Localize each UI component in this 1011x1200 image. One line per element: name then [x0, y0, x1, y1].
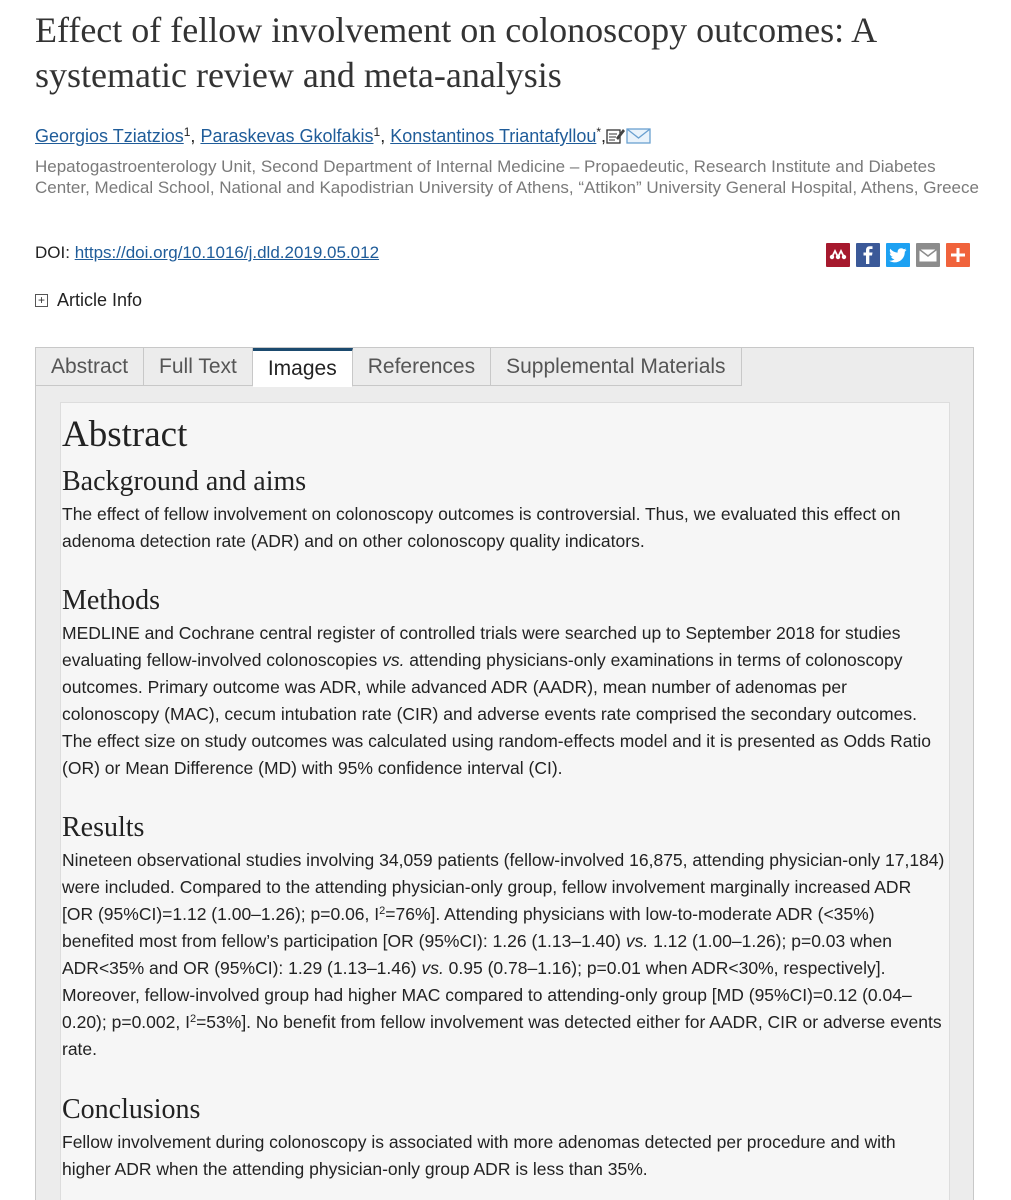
author-affiliation: Hepatogastroenterology Unit, Second Department of Internal Medicine – Propaedeutic, Research Institute and Diabetes Center, Medical School, National and Kapodistrian University of Athens, “Attikon” University General Hospital, Athens, Greece: [35, 157, 979, 197]
tab-images[interactable]: Images: [253, 348, 353, 387]
email-author-icon[interactable]: [626, 127, 652, 151]
author-affiliation-mark: 1: [183, 125, 191, 139]
twitter-icon[interactable]: [886, 243, 910, 267]
section-heading: Methods: [62, 585, 160, 616]
tab-supplemental-materials[interactable]: Supplemental Materials: [491, 348, 741, 386]
plus-icon[interactable]: [946, 243, 970, 267]
author-link-gkolfakis[interactable]: Paraskevas Gkolfakis: [200, 126, 374, 146]
author-link-triantafyllou[interactable]: Konstantinos Triantafyllou: [390, 126, 597, 146]
mendeley-icon[interactable]: [826, 243, 850, 267]
abstract-content: [60, 402, 950, 1200]
author-link-tziatzios[interactable]: Georgios Tziatzios: [35, 126, 184, 146]
facebook-icon[interactable]: [856, 243, 880, 267]
author-affiliation-mark: 1: [373, 125, 381, 139]
author-list: Georgios Tziatzios$^1$, Paraskevas Gkolfakis$^1$, Konstantinos Triantafyllou*,: [35, 124, 985, 151]
tab-references[interactable]: References: [353, 348, 491, 386]
doi-line: [35, 242, 379, 264]
section-results: [62, 811, 947, 1063]
article-title: Effect of fellow involvement on colonoscopy outcomes: A systematic review and meta-analysis: [35, 10, 876, 95]
article-info-label: Article Info: [57, 290, 143, 310]
tab-full-text[interactable]: Full Text: [144, 348, 253, 386]
edit-note-icon[interactable]: [606, 127, 626, 151]
doi-label: DOI:: [35, 243, 70, 262]
section-heading: Conclusions: [62, 1094, 201, 1125]
section-text: The effect of fellow involvement on colonoscopy outcomes is controversial. Thus, we evaluated this effect on adenoma detection rate (ADR) and on other colonoscopy quality indicators.: [62, 504, 901, 551]
section-text: Fellow involvement during colonoscopy is associated with more adenomas detected per procedure and with higher ADR when the attending physician-only group ADR is less than 35%.: [62, 1132, 896, 1179]
doi-link[interactable]: https://doi.org/10.1016/j.dld.2019.05.012: [74, 243, 380, 262]
expand-icon: +: [35, 294, 48, 307]
section-background: [62, 465, 947, 555]
tab-bar: [36, 348, 742, 386]
email-icon[interactable]: [916, 243, 940, 267]
corresponding-author-mark: *: [596, 125, 602, 139]
abstract-heading: Abstract: [62, 414, 188, 455]
content-panel: [35, 347, 974, 1200]
section-text: MEDLINE and Cochrane central register of controlled trials were searched up to September 2018 for studies evaluating fellow-involved colonoscopies vs. attending physicians-only examinations in terms of colonoscopy outcomes. Primary outcome was ADR, while advanced ADR (AADR), mean number of adenomas per colonoscopy (MAC), cecum intubation rate (CIR) and adverse events rate comprised the secondary outcomes. The effect size on study outcomes was calculated using random-effects model and it is presented as Odds Ratio (OR) or Mean Difference (MD) with 95% confidence interval (CI).: [62, 623, 931, 778]
section-heading: Results: [62, 812, 145, 843]
section-heading: Background and aims: [62, 466, 307, 497]
section-text: Nineteen observational studies involving 34,059 patients (fellow-involved 16,875, attending physician-only 17,184) were included. Compared to the attending physician-only group, fellow involvement marginally increased ADR [OR (95%CI)=1.12 (1.00–1.26); p=0.06, $I^2=76\%$]. Attending physicians with low-to-moderate ADR (<35%) benefited most from fellow’s participation [OR (95%CI): 1.26 (1.13–1.40) vs. 1.12 (1.00–1.26); p=0.03 when ADR<35% and OR (95%CI): 1.29 (1.13–1.46) vs. 0.95 (0.78–1.16); p=0.01 when ADR<30%, respectively]. Moreover, fellow-involved group had higher MAC compared to attending-only group [MD (95%CI)=0.12 (0.04–0.20); p=0.002, $I^2=53\%$]. No benefit from fellow involvement was detected either for AADR, CIR or adverse events rate.: [62, 850, 945, 1059]
section-conclusions: [62, 1093, 947, 1183]
share-toolbar: [826, 243, 970, 267]
tab-abstract[interactable]: Abstract: [36, 348, 144, 386]
section-methods: [62, 584, 947, 782]
article-info-toggle[interactable]: [35, 289, 142, 311]
